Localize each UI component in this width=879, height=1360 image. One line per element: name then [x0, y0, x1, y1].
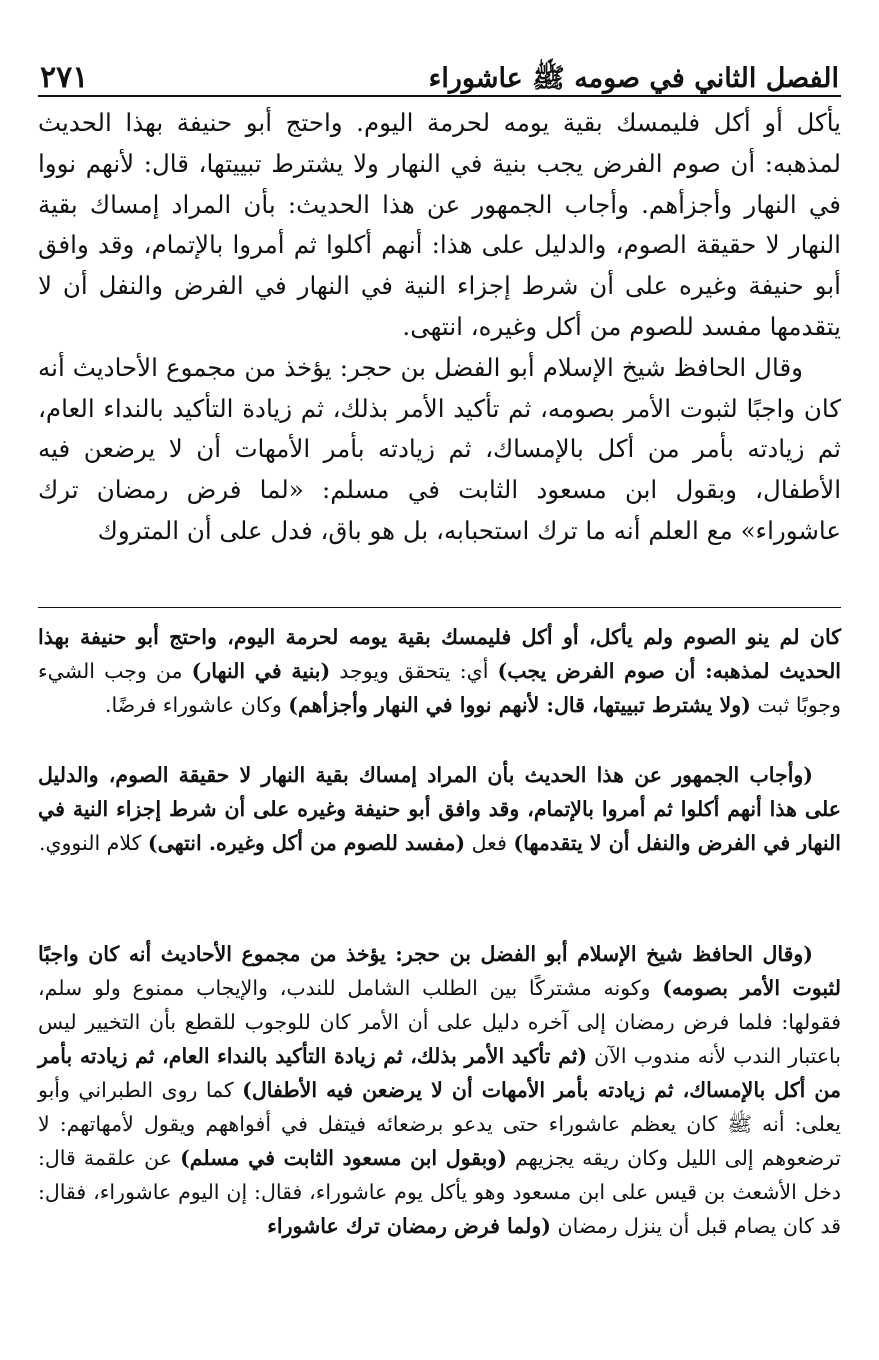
quoted-matn: (وبقول ابن مسعود الثابت في مسلم): [180, 1146, 507, 1170]
commentary-text: فعل: [465, 831, 514, 855]
running-title: الفصل الثاني في صومه ﷺ عاشوراء: [428, 63, 839, 95]
commentary-text: وكونه مشتركًا بين الطلب الشامل للندب، والإيجاب ممنوع ولو سلم، فقولها: فلما فرض رمضان إلى آخره دليل على أن الأمر كان للوجوب للقطع بأن التخيير ليس باعتبار الندب لأنه مندوب الآن: [38, 976, 841, 1068]
quoted-matn: (ولا يشترط تبييتها، قال: لأنهم نووا في النهار وأجزأهم): [288, 693, 751, 717]
main-paragraph: وقال الحافظ شيخ الإسلام أبو الفضل بن حجر: يؤخذ من مجموع الأحاديث أنه كان واجبًا لثبوت الأمر بصومه، ثم تأكيد الأمر بذلك، ثم زيادة التأكيد بالنداء العام، ثم زيادته بأمر من أكل بالإمساك، ثم زيادته بأمر الأمهات أن لا يرضعن فيه الأطفال، وبقول ابن مسعود الثابت في مسلم: «لما فرض رمضان ترك عاشوراء» مع العلم أنه ما ترك استحبابه، بل هو باق، فدل على أن المتروك: [38, 352, 841, 545]
header-rule: [38, 95, 841, 97]
commentary-paragraph: [38, 758, 841, 860]
quoted-matn: (وقال الحافظ شيخ الإسلام أبو الفضل بن حجر: يؤخذ من مجموع الأحاديث أنه كان واجبًا لثبوت الأمر بصومه): [38, 942, 841, 1000]
page-number: ٢٧١: [40, 60, 89, 95]
commentary-text: من وجب الشيء وجوبًا ثبت: [38, 659, 841, 717]
commentary-block: [38, 937, 841, 1243]
quoted-matn: (مفسد للصوم من أكل وغيره. انتهى): [147, 831, 466, 855]
commentary-paragraph: [38, 937, 841, 1243]
quoted-matn: (وأجاب الجمهور عن هذا الحديث بأن المراد إمساك بقية النهار لا حقيقة الصوم، والدليل على هذا أنهم أكلوا ثم أمروا بالإتمام، وقد وافق أبو حنيفة وغيره على أن شرط إجزاء النية في النهار في الفرض والنفل أن لا يتقدمها): [38, 763, 841, 855]
footnote-separator: [38, 607, 841, 608]
commentary-text: كما روى الطبراني وأبو يعلى: أنه ﷺ كان يعظم عاشوراء حتى يدعو برضعائه فيتفل في أفواههم ويقول لأمهاتهم: لا ترضعوهم إلى الليل وكان ريقه يجزيهم: [38, 1078, 842, 1170]
commentary-text: أي: يتحقق ويوجد: [330, 659, 498, 683]
commentary-text: عن علقمة قال: دخل الأشعث بن قيس على ابن مسعود وهو يأكل يوم عاشوراء، فقال: إن اليوم عاشوراء، فقال: قد كان يصام قبل أن ينزل رمضان: [38, 1146, 841, 1238]
quoted-matn: كان لم ينو الصوم ولم يأكل، أو أكل فليمسك بقية يومه لحرمة اليوم، واحتج أبو حنيفة بهذا الحديث لمذهبه: أن صوم الفرض يجب): [38, 625, 842, 683]
quoted-matn: (بنية في النهار): [191, 659, 331, 683]
commentary-block: [38, 620, 841, 722]
commentary-text: وكان عاشوراء فرضًا.: [105, 693, 289, 717]
page-header: [40, 38, 839, 94]
quoted-matn: (ثم تأكيد الأمر بذلك، ثم زيادة التأكيد بالنداء العام، ثم زيادته بأمر من أكل بالإمساك، ثم زيادته بأمر الأمهات أن لا يرضعن فيه الأطفال): [38, 1044, 842, 1102]
main-text: [38, 103, 841, 552]
main-paragraph: يأكل أو أكل فليمسك بقية يومه لحرمة اليوم. واحتج أبو حنيفة بهذا الحديث لمذهبه: أن صوم الفرض يجب بنية في النهار ولا يشترط تبييتها، قال: لأنهم نووا في النهار وأجزأهم. وأجاب الجمهور عن هذا الحديث: بأن المراد إمساك بقية النهار لا حقيقة الصوم، والدليل على هذا: أنهم أكلوا ثم أمروا بالإتمام، وقد وافق أبو حنيفة وغيره على أن شرط إجزاء النية في النهار في الفرض والنفل أن لا يتقدمها مفسد للصوم من أكل وغيره، انتهى.: [38, 108, 841, 341]
commentary-text: كلام النووي.: [38, 831, 148, 855]
quoted-matn: (ولما فرض رمضان ترك عاشوراء: [267, 1214, 552, 1238]
commentary-block: [38, 758, 841, 860]
commentary-paragraph: [38, 620, 841, 722]
